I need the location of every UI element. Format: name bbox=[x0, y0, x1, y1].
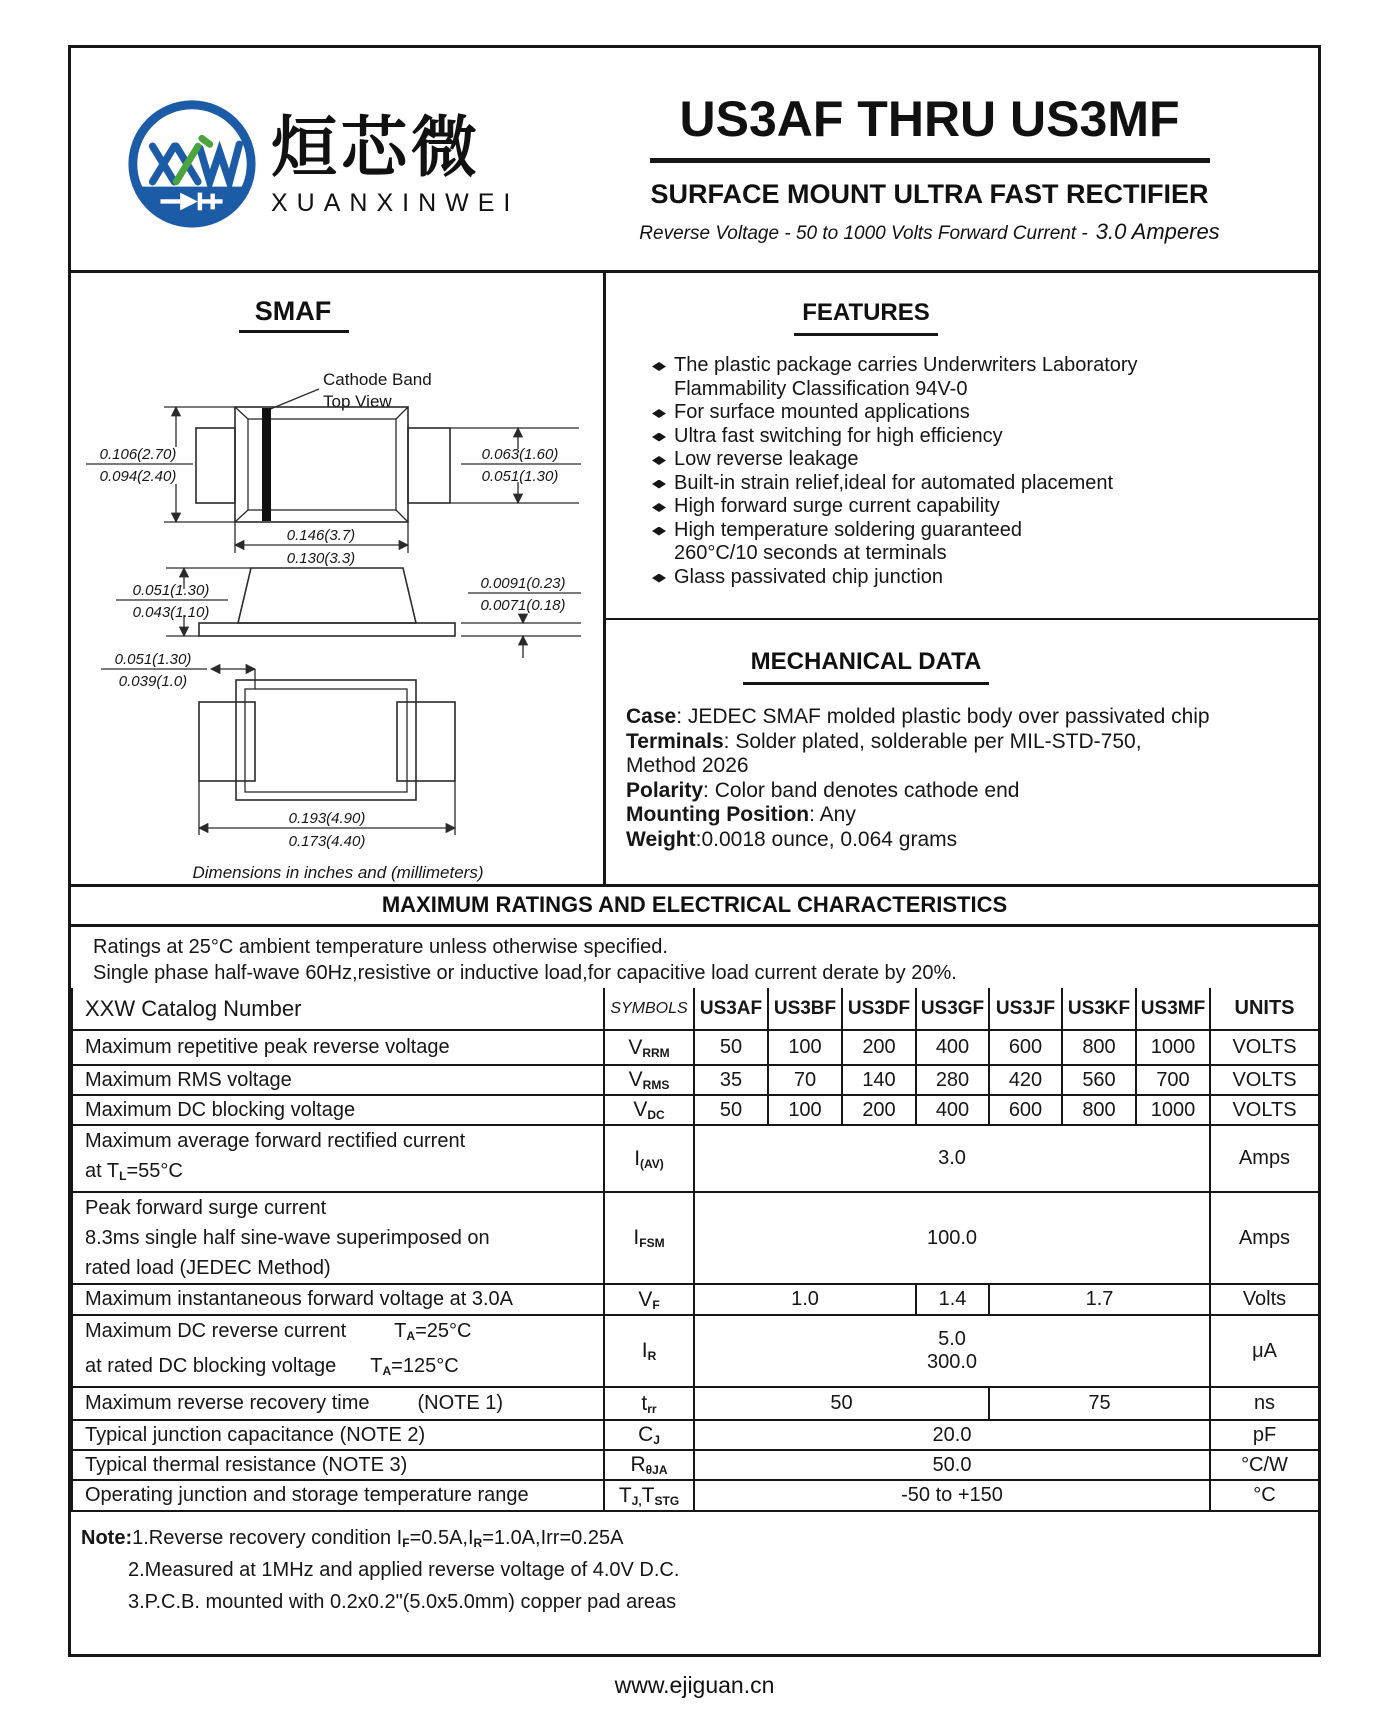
label-trr: Maximum reverse recovery time (NOTE 1) bbox=[72, 1387, 604, 1420]
note-1: Note:1.Reverse recovery condition $I_F=0.5A,I_R=1.0A,Irr=0.25A$ bbox=[81, 1527, 624, 1550]
callout-top-view: Top View bbox=[323, 392, 392, 411]
col-part-us3gf: US3GF bbox=[916, 988, 989, 1030]
mechanical-data-section bbox=[606, 620, 1318, 884]
symbol-rthja: $R_{\theta JA}$ bbox=[604, 1450, 694, 1480]
dim-pad-width-max: 0.051(1.30) bbox=[114, 651, 192, 668]
diamond-bullet-icon bbox=[652, 433, 666, 442]
col-part-us3df: US3DF bbox=[842, 988, 916, 1030]
table-row: Peak forward surge current 8.3ms single half sine-wave superimposed on rated load (JEDEC Method) $I_{FSM}$ 100.0 Amps bbox=[72, 1192, 1319, 1284]
brand-logo bbox=[71, 48, 571, 270]
table-row: Maximum DC reverse current $T_A=25^\circ C$ at rated DC blocking voltage $T_A=125^\circ C$ $I_R$ 5.0 300.0 μA bbox=[72, 1315, 1319, 1387]
dim-side-height-min: 0.043(1.10) bbox=[132, 604, 210, 621]
col-units: UNITS bbox=[1210, 988, 1319, 1030]
label-ir: Maximum DC reverse current $T_A=25^\circ C$ at rated DC blocking voltage $T_A=125^\circ C$ bbox=[72, 1315, 604, 1387]
dim-terminal-thickness-max: 0.0091(0.23) bbox=[480, 575, 566, 592]
part-range-title: US3AF THRU US3MF bbox=[679, 91, 1180, 147]
header bbox=[71, 48, 1318, 273]
brand-name-latin: XUANXINWEI bbox=[271, 188, 520, 217]
list-item: Glass passivated chip junction bbox=[652, 566, 1318, 590]
package-drawing-panel bbox=[71, 273, 606, 884]
mech-polarity: Polarity: Color band denotes cathode end bbox=[626, 778, 1020, 802]
mech-case: Case: JEDEC SMAF molded plastic body over passivated chip bbox=[626, 705, 1210, 728]
list-item: Built-in strain relief,ideal for automated placement bbox=[652, 472, 1318, 496]
symbol-vrms: $V_{RMS}$ bbox=[604, 1065, 694, 1095]
list-item: Ultra fast switching for high efficiency bbox=[652, 425, 1318, 449]
table-row: Maximum average forward rectified current at $T_L=55^\circ C$ $I_{(AV)}$ 3.0 Amps bbox=[72, 1125, 1319, 1192]
symbol-ifsm: $I_{FSM}$ bbox=[604, 1192, 694, 1284]
symbol-ir: $I_R$ bbox=[604, 1315, 694, 1387]
col-part-us3bf: US3BF bbox=[768, 988, 842, 1030]
list-item: For surface mounted applications bbox=[652, 401, 1318, 425]
col-part-us3af: US3AF bbox=[694, 988, 768, 1030]
dim-top-left-min: 0.094(2.40) bbox=[99, 468, 177, 485]
dim-top-left-max: 0.106(2.70) bbox=[99, 446, 177, 463]
table-row: Maximum DC blocking voltage $V_{DC}$ 50 100 200 400 600 800 1000 VOLTS bbox=[72, 1095, 1319, 1125]
symbol-vf: $V_F$ bbox=[604, 1284, 694, 1315]
footer-url: www.ejiguan.cn bbox=[614, 1672, 775, 1698]
callout-cathode-band: Cathode Band bbox=[323, 370, 432, 389]
notes-section bbox=[71, 1512, 1318, 1654]
diamond-bullet-icon bbox=[652, 574, 666, 583]
package-outline-diagram bbox=[71, 273, 606, 887]
xxw-logo-icon bbox=[123, 95, 261, 233]
table-row: Typical junction capacitance (NOTE 2) $C_J$ 20.0 pF bbox=[72, 1420, 1319, 1450]
table-row: Maximum RMS voltage $V_{RMS}$ 35 70 140 280 420 560 700 VOLTS bbox=[72, 1065, 1319, 1095]
col-part-us3mf: US3MF bbox=[1136, 988, 1210, 1030]
mech-terminals: Terminals: Solder plated, solderable per MIL-STD-750, bbox=[626, 729, 1142, 753]
col-symbols: SYMBOLS bbox=[604, 988, 694, 1030]
diamond-bullet-icon bbox=[652, 527, 666, 536]
dim-overall-length-min: 0.173(4.40) bbox=[288, 833, 366, 850]
table-row: Operating junction and storage temperature range $T_{J,}T_{STG}$ -50 to +150 °C bbox=[72, 1480, 1319, 1511]
table-row: Maximum reverse recovery time (NOTE 1) $t_{rr}$ 50 75 ns bbox=[72, 1387, 1319, 1420]
ratings-conditions bbox=[71, 927, 1318, 988]
ratings-condition-1: Ratings at 25°C ambient temperature unless otherwise specified. bbox=[93, 936, 668, 958]
list-item: The plastic package carries Underwriters Laboratory Flammability Classification 94V-0 bbox=[652, 354, 1318, 401]
col-part-us3kf: US3KF bbox=[1062, 988, 1136, 1030]
ratings-table bbox=[71, 988, 1320, 1512]
dim-overall-length-max: 0.193(4.90) bbox=[288, 810, 366, 827]
features-title: FEATURES bbox=[794, 299, 938, 336]
dim-top-width-min: 0.130(3.3) bbox=[286, 550, 356, 567]
ratings-condition-2: Single phase half-wave 60Hz,resistive or inductive load,for capacitive load current derate by 20%. bbox=[93, 962, 957, 984]
symbol-vrrm: $V_{RRM}$ bbox=[604, 1030, 694, 1065]
list-item: High temperature soldering guaranteed 260°C/10 seconds at terminals bbox=[652, 519, 1318, 566]
symbol-trr: $t_{rr}$ bbox=[604, 1387, 694, 1420]
package-name: SMAF bbox=[254, 296, 332, 326]
dim-pad-width-min: 0.039(1.0) bbox=[118, 673, 188, 690]
table-header-row bbox=[72, 988, 1319, 1030]
features-section bbox=[606, 273, 1318, 620]
brand-name-chinese: 烜芯微 bbox=[271, 109, 481, 184]
dimensions-caption: Dimensions in inches and (millimeters) bbox=[192, 863, 484, 882]
symbol-cj: $C_J$ bbox=[604, 1420, 694, 1450]
list-item: Low reverse leakage bbox=[652, 448, 1318, 472]
dim-side-height-max: 0.051(1.30) bbox=[132, 582, 210, 599]
table-row: Maximum repetitive peak reverse voltage $V_{RRM}$ 50 100 200 400 600 800 1000 VOLTS bbox=[72, 1030, 1319, 1065]
dim-top-right-min: 0.051(1.30) bbox=[481, 468, 559, 485]
dim-top-width-max: 0.146(3.7) bbox=[286, 527, 356, 544]
title-underline bbox=[650, 158, 1210, 163]
symbol-iav: $I_{(AV)}$ bbox=[604, 1125, 694, 1192]
dim-top-right-max: 0.063(1.60) bbox=[481, 446, 559, 463]
label-iav: Maximum average forward rectified current at $T_L=55^\circ C$ bbox=[72, 1125, 604, 1192]
note-3: 3.P.C.B. mounted with 0.2x0.2"(5.0x5.0mm) copper pad areas bbox=[128, 1591, 677, 1613]
tagline-text: Reverse Voltage - 50 to 1000 Volts Forward Current - bbox=[639, 223, 1088, 244]
ir-values: 5.0 300.0 bbox=[694, 1315, 1210, 1387]
table-row: Maximum instantaneous forward voltage at 3.0A $V_F$ 1.0 1.4 1.7 Volts bbox=[72, 1284, 1319, 1315]
col-part-us3jf: US3JF bbox=[989, 988, 1062, 1030]
mech-mounting: Mounting Position: Any bbox=[626, 803, 856, 826]
datasheet-page bbox=[68, 45, 1321, 1657]
brand-text bbox=[271, 111, 519, 218]
features-list bbox=[606, 354, 1318, 589]
ratings-tagline bbox=[571, 219, 1288, 245]
middle-section bbox=[71, 273, 1318, 887]
tagline-current-value: 3.0 Amperes bbox=[1095, 219, 1220, 244]
symbol-vdc: $V_{DC}$ bbox=[604, 1095, 694, 1125]
mech-weight: Weight:0.0018 ounce, 0.064 grams bbox=[626, 827, 958, 851]
diamond-bullet-icon bbox=[652, 480, 666, 489]
dim-terminal-thickness-min: 0.0071(0.18) bbox=[480, 597, 566, 614]
col-catalog-number: XXW Catalog Number bbox=[72, 988, 604, 1030]
list-item: High forward surge current capability bbox=[652, 495, 1318, 519]
right-column bbox=[606, 273, 1318, 884]
label-ifsm: Peak forward surge current 8.3ms single half sine-wave superimposed on rated load (JEDEC Method) bbox=[72, 1192, 604, 1284]
title-block bbox=[571, 48, 1318, 270]
diamond-bullet-icon bbox=[652, 456, 666, 465]
max-ratings-banner: MAXIMUM RATINGS AND ELECTRICAL CHARACTERISTICS bbox=[71, 887, 1318, 927]
diamond-bullet-icon bbox=[652, 503, 666, 512]
device-subtitle: SURFACE MOUNT ULTRA FAST RECTIFIER bbox=[650, 179, 1209, 209]
table-row: Typical thermal resistance (NOTE 3) $R_{\theta JA}$ 50.0 °C/W bbox=[72, 1450, 1319, 1480]
symbol-tj-tstg: $T_{J,}T_{STG}$ bbox=[604, 1480, 694, 1511]
mechanical-data-title: MECHANICAL DATA bbox=[743, 648, 990, 685]
diamond-bullet-icon bbox=[652, 362, 666, 371]
mechanical-data-body bbox=[606, 705, 1318, 852]
mech-method: Method 2026 bbox=[626, 754, 749, 777]
diamond-bullet-icon bbox=[652, 409, 666, 418]
note-2: 2.Measured at 1MHz and applied reverse voltage of 4.0V D.C. bbox=[128, 1559, 680, 1581]
